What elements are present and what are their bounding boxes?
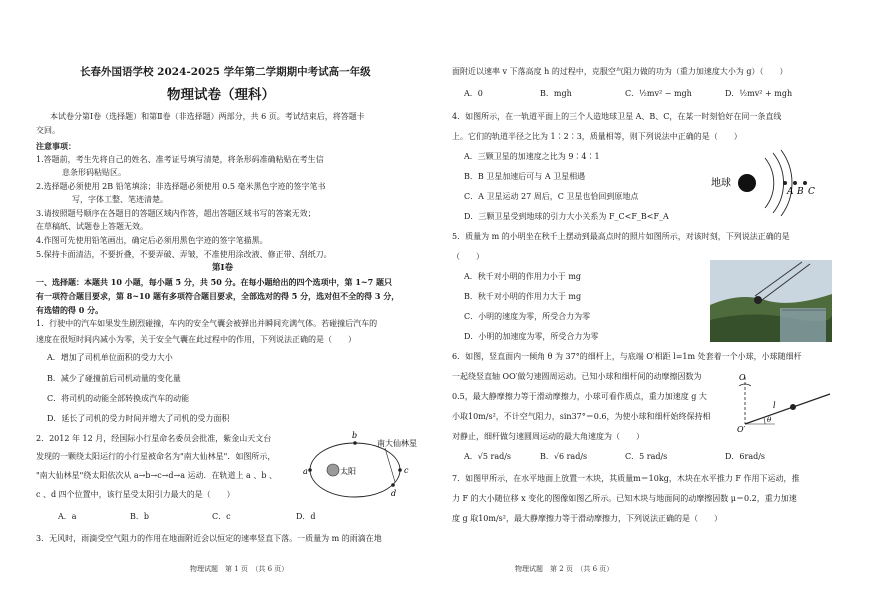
page-footer: 物理试题 第 2 页 （共 6 页） [515,565,614,573]
q3-stem: 3．无风时，雨滴受空气阻力的作用在地面附近会以恒定的速率竖直下落。一质量为 m 的雨滴在地 [36,534,382,543]
notice-line: 息条形码粘贴区。 [62,168,126,177]
q6-option-d: D．6rad/s [725,452,766,461]
label-a: a [303,467,308,476]
q4-option-b: B．B 卫星加速后可与 A 卫星相遇 [464,172,586,181]
q4-stem: 4．如图所示，在一轨道平面上的三个人造地球卫星 A、B、C，在某一时刻恰好在同一条直线 [452,112,782,121]
q3-stem-cont: 面附近以速率 v 下落高度 h 的过程中，克服空气阻力做的功为（重力加速度大小为 g）（ ） [452,67,788,76]
point-a [308,468,312,472]
notice-title: 注意事项： [36,141,76,151]
label-o: O [739,373,746,382]
point-c [398,468,402,472]
sun-label: 太阳 [340,467,356,476]
orbit-b [773,153,784,213]
section-instruction: 有选错的得 0 分。 [36,305,104,315]
q3-option-c: C．½mv² − mgh [625,89,692,98]
satellite-figure [707,150,827,216]
q3-option-b: B．mgh [540,89,572,98]
satellite-a [783,181,787,185]
point-b [353,441,357,445]
q5-stem: （ ） [452,252,484,261]
q6-stem: 小取10m/s²，不计空气阻力，sin37°＝0.6，为使小球和细杆始终保持相 [452,412,711,421]
q2-stem: "南大仙林星"绕太阳依次从 a→b→c→d→a 运动．在轨道上 a 、b 、 [36,471,278,480]
section-instruction: 一、选择题：本题共 10 小题，每小题 5 分，共 50 分。在每小题给出的四个选项中，第 1~7 题只 [36,277,392,287]
person-icon [754,296,762,304]
q4-option-d: D．三颗卫星受到地球的引力大小关系为 F_C<F_B<F_A [464,212,669,221]
notice-line: 4.作图可先使用铅笔画出，确定后必须用黑色字迹的签字笔描黑。 [36,236,268,245]
sun-icon [327,464,339,476]
intro-line-1: 本试卷分第Ⅰ卷（选择题）和第Ⅱ卷（非选择题）两部分，共 6 页。考试结束后，将答题卡 [50,112,365,121]
inclined-rod [745,394,830,424]
notice-line: 3.请按照题号顺序在各题目的答题区域内作答，超出答题区域书写的答案无效； [36,209,316,218]
swing-photo [710,260,832,342]
q4-option-c: C．A 卫星运动 27 周后，C 卫星也恰回到原地点 [464,192,639,201]
asteroid-label: 南大仙林星 [377,439,417,448]
orbit-a [765,158,774,208]
section-instruction: 有一项符合题目要求，第 8~10 题有多项符合题目要求，全部选对的得 5 分，选对但不全的得 3 分， [36,291,400,301]
q1-option-c: C．将司机的动能全部转换成汽车的动能 [47,394,190,403]
part-title: 第Ⅰ卷 [212,263,233,273]
q3-option-a: A．0 [464,89,483,98]
q7-stem: 力 F 的大小随位移 x 变化的图像如图乙所示。已知木块与地面间的动摩擦因数 μ＝0.2，重力加速 [452,494,797,503]
satellite-b [793,181,797,185]
q6-stem: 一起绕竖直轴 OO′做匀速圆周运动。已知小球和细杆间的动摩擦因数为 [452,372,702,381]
q6-option-c: C．5 rad/s [625,452,668,461]
label-l: l [773,401,776,410]
q6-stem: 0.5，最大静摩擦力等于滑动摩擦力，小球可看作质点，重力加速度 g 大 [452,392,707,401]
q2-option-b: B．b [130,512,149,521]
q1-stem: 速度在很短时间内减小为零，关于安全气囊在此过程中的作用，下列说法正确的是（ ） [36,335,356,344]
angle-arc [764,418,765,424]
q7-stem: 7．如图甲所示，在水平地面上放置一木块，其质量m＝10kg，木块在水平推力 F 作用下运动，推 [452,474,800,483]
notice-line: 写，字体工整、笔迹清楚。 [72,195,168,204]
q6-option-a: A．√5 rad/s [464,452,512,461]
label-a: A [787,187,794,197]
earth-icon [738,174,756,192]
q2-option-a: A．a [58,512,77,521]
notice-line: 1.答题前，考生先将自己的姓名、准考证号填写清楚，将条形码准确粘贴在考生信 [36,155,324,164]
photo-platform [780,308,826,342]
intro-line-2: 交回。 [36,126,60,135]
q6-stem: 6．如图，竖直面内一倾角 θ 为 37°的细杆上，与底端 O′相距 l=1m 处套着一个小球，小球随细杆 [452,352,802,361]
satellite-c [803,181,807,185]
q5-stem: 5．质量为 m 的小明坐在秋千上摆动到最高点时的照片如图所示，对该时刻，下列说法正确的是 [452,232,790,241]
q2-stem: c 、d 四个位置中，该行星受太阳引力最大的是（ ） [36,490,235,499]
q5-option-b: B．秋千对小明的作用力大于 mg [464,292,582,301]
q1-stem: 1．行驶中的汽车如果发生剧烈碰撞，车内的安全气囊会被弹出并瞬间充满气体。若碰撞后汽车的 [36,319,378,328]
q1-option-b: B．减少了碰撞前后司机动量的变化量 [47,374,181,383]
q2-stem: 发现的一颗绕太阳运行的小行星被命名为"南大仙林星"．如图所示， [36,452,276,461]
q7-stem: 度 g 取10m/s²，最大静摩擦力等于滑动摩擦力，下列说法正确的是（ ） [452,514,722,523]
earth-label: 地球 [711,178,731,189]
page-footer: 物理试题 第 1 页 （共 6 页） [190,565,289,573]
orbit-figure [305,430,435,505]
q5-option-c: C．小明的速度为零，所受合力为零 [464,312,591,321]
label-c: C [808,187,815,197]
q4-option-a: A．三颗卫星的加速度之比为 9∶4∶1 [464,152,600,161]
label-b: b [352,431,358,440]
q1-option-a: A．增加了司机单位面积的受力大小 [47,353,173,362]
subject-title: 物理试卷（理科） [167,87,275,103]
label-theta: θ [767,416,772,424]
label-b: B [797,187,804,197]
q5-option-d: D．小明的加速度为零，所受合力为零 [464,332,599,341]
q6-option-b: B．√6 rad/s [540,452,588,461]
label-o-prime: O′ [737,425,746,434]
notice-line: 5.保持卡面清洁，不要折叠，不要弄破、弄皱，不准使用涂改液、修正带、刮纸刀。 [36,250,332,259]
q5-option-a: A．秋千对小明的作用力小于 mg [464,272,582,281]
point-d [391,483,395,487]
rod-figure [735,372,835,432]
ball-icon [790,404,796,410]
label-d: d [391,489,397,498]
q3-option-d: D．½mv² + mgh [725,89,793,98]
q2-stem: 2．2012 年 12 月，经国际小行星命名委员会批准，紫金山天文台 [36,434,272,443]
school-title: 长春外国语学校 2024-2025 学年第二学期期中考试高一年级 [80,66,371,78]
q2-option-d: D．d [296,512,316,521]
q6-stem: 对静止，细杆做匀速圆周运动的最大角速度为（ ） [452,432,644,441]
q2-option-c: C．c [212,512,231,521]
q1-option-d: D．延长了司机的受力时间并增大了司机的受力面积 [47,414,230,423]
label-c: c [404,466,409,475]
notice-line: 2.选择题必须使用 2B 铅笔填涂；非选择题必须使用 0.5 毫米黑色字迹的签字笔书 [36,182,326,191]
notice-line: 在草稿纸、试题卷上答题无效。 [36,222,148,231]
q4-stem: 上。它们的轨道半径之比为 1∶2∶3，质量相等，则下列说法中正确的是（ ） [452,132,742,141]
